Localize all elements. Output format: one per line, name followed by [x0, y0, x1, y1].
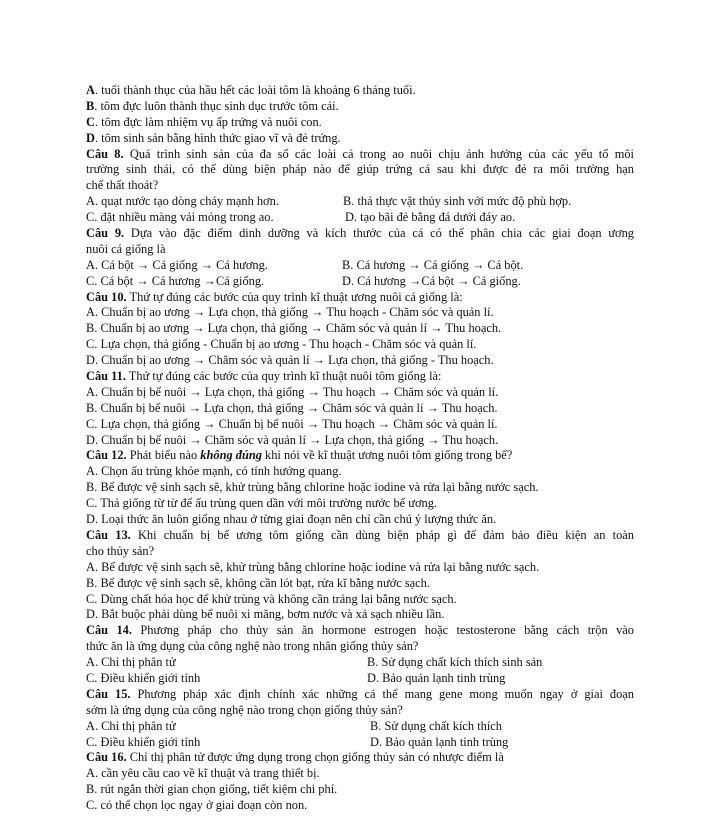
question-14-options-cd: C. Điều khiển giới tính D. Bảo quản lạnh tinh trùng: [86, 670, 506, 685]
question-16-option-c: C. có thể chọn lọc ngay ở giai đoạn còn non.: [86, 798, 308, 813]
question-8-stem-end: chế thất thoát?: [86, 178, 159, 193]
question-13-option-d: D. Bắt buộc phải dùng bể nuôi xi măng, bơm nước và xả sạch nhiều lần.: [86, 607, 445, 622]
question-10-stem: Câu 10. Thứ tự đúng các bước của quy trình kĩ thuật ương nuôi cá giống là:: [86, 289, 463, 304]
option-c: C. tôm đực làm nhiệm vụ ấp trứng và nuôi con.: [86, 114, 322, 129]
option-b: B. tôm đực luôn thành thục sinh dục trước tôm cái.: [86, 98, 339, 113]
question-12-option-b: B. Bể được vệ sinh sạch sẽ, khử trùng bằng chlorine hoặc iodine và rửa lại bằng nước sạch.: [86, 480, 539, 495]
option-d: D. tôm sinh sản bằng hình thức giao vĩ và đẻ trứng.: [86, 130, 341, 145]
question-15-options-cd: C. Điều khiển giới tính D. Bảo quản lạnh tinh trùng: [86, 734, 509, 749]
option-a: A. tuổi thành thục của hầu hết các loài tôm là khoảng 6 tháng tuổi.: [86, 83, 416, 97]
question-15-stem-end: sớm là ứng dụng của công nghệ nào trong chọn giống thủy sản?: [86, 702, 403, 717]
question-15-options-ab: A. Chỉ thị phân tử B. Sử dụng chất kích thích: [86, 718, 502, 733]
question-8-options-ab: A. quạt nước tạo dòng chảy mạnh hơn. B. thả thực vật thủy sinh với mức độ phù hợp.: [86, 194, 572, 209]
question-11-stem: Câu 11. Thứ tự đúng các bước của quy trình kĩ thuật nuôi tôm giống là:: [86, 369, 442, 384]
question-14-stem-end: thức ăn là ứng dụng của công nghệ nào trong nhân giống thủy sản?: [86, 639, 419, 654]
question-10-option-b: B. Chuẩn bị ao ương → Lựa chọn, thả giống → Chăm sóc và quản lí → Thu hoạch.: [86, 321, 502, 336]
question-14-stem: Câu 14. Phương pháp cho thủy sản ăn hormone estrogen hoặc testosterone bằng cách trộn vào: [86, 623, 634, 638]
question-15-stem: Câu 15. Phương pháp xác định chính xác những cá thể mang gene mong muốn ngay ở giai đoạn: [86, 686, 634, 701]
question-13-stem: Câu 13. Khi chuẩn bị bể ương tôm giống cần dùng biện pháp gì để đảm bảo điều kiện an toàn: [86, 527, 634, 542]
question-13-option-b: B. Bể được vệ sinh sạch sẽ, không cần lót bạt, rửa kĩ bằng nước sạch.: [86, 575, 430, 590]
question-13-stem-end: cho thủy sản?: [86, 543, 155, 558]
question-13-option-a: A. Bể được vệ sinh sạch sẽ, khử trùng bằng chlorine hoặc iodine và rửa lại bằng nước sạch.: [86, 559, 540, 574]
question-11-option-b: B. Chuẩn bị bể nuôi → Lựa chọn, thả giống → Chăm sóc và quản lí → Thu hoạch.: [86, 400, 498, 415]
question-16-option-a: A. cần yêu cầu cao về kĩ thuật và trang thiết bị.: [86, 766, 320, 781]
question-11-option-c: C. Lựa chọn, thả giống → Chuẩn bị bể nuôi → Thu hoạch → Chăm sóc và quản lí.: [86, 416, 498, 431]
question-9-stem-end: nuôi cá giống là: [86, 241, 166, 256]
question-10-option-d: D. Chuẩn bị ao ương → Chăm sóc và quản lí → Lựa chọn, thả giống - Thu hoạch.: [86, 353, 494, 368]
question-11-option-d: D. Chuẩn bị bể nuôi → Chăm sóc và quản lí → Lựa chọn, thả giống → Thu hoạch.: [86, 432, 499, 447]
question-8-stem-cont: trường sinh thái, có thể dùng biện pháp nào để giúp trứng cá sau khi được đẻ ra môi trường hạn: [86, 162, 634, 177]
document-page: [86, 83, 634, 814]
question-10-option-c: C. Lựa chọn, thả giống - Chuẩn bị ao ương - Thu hoạch - Chăm sóc và quản lí.: [86, 337, 477, 352]
question-9-stem: Câu 9. Dựa vào đặc điểm dinh dưỡng và kích thước của cá có thể phân chia các giai đoạn ương: [86, 226, 634, 241]
question-8-stem: Câu 8. Quá trình sinh sản của đa số các loài cá trong ao nuôi chịu ảnh hưởng của các yếu tố môi: [86, 146, 634, 161]
question-10-option-a: A. Chuẩn bị ao ương → Lựa chọn, thả giống → Thu hoạch - Chăm sóc và quản lí.: [86, 305, 494, 320]
question-9-options-ab: A. Cá bột → Cá giống → Cá hương. B. Cá hương → Cá giống → Cá bột.: [86, 257, 524, 272]
question-12-option-c: C. Thả giống từ từ để ấu trùng quen dần với môi trường nước bể ương.: [86, 496, 438, 511]
question-16-option-b: B. rút ngắn thời gian chọn giống, tiết kiệm chi phí.: [86, 782, 338, 797]
question-11-option-a: A. Chuẩn bị bể nuôi → Lựa chọn, thả giống → Thu hoạch → Chăm sóc và quản lí.: [86, 384, 499, 399]
question-14-options-ab: A. Chỉ thị phân tử B. Sử dụng chất kích thích sinh sản: [86, 655, 543, 670]
question-12-option-d: D. Loại thức ăn luôn giống nhau ở từng giai đoạn nên chỉ cần chú ý lượng thức ăn.: [86, 512, 497, 527]
question-13-option-c: C. Dùng chất hóa học để khử trùng và không cần tráng lại bằng nước sạch.: [86, 591, 457, 606]
question-12-stem: Câu 12. Phát biểu nào không đúng khi nói về kĩ thuật ương nuôi tôm giống trong bể?: [86, 448, 513, 463]
question-16-stem: Câu 16. Chỉ thị phân tử được ứng dụng trong chọn giống thủy sản có nhược điểm là: [86, 750, 504, 765]
question-8-options-cd: C. đặt nhiều màng vải mỏng trong ao. D. tạo bãi đẻ bằng đá dưới đáy ao.: [86, 210, 516, 225]
question-9-options-cd: C. Cá bột → Cá hương →Cá giống. D. Cá hương →Cá bột → Cá giống.: [86, 273, 521, 288]
question-12-option-a: A. Chọn ấu trùng khỏe mạnh, có tính hướng quang.: [86, 464, 342, 479]
